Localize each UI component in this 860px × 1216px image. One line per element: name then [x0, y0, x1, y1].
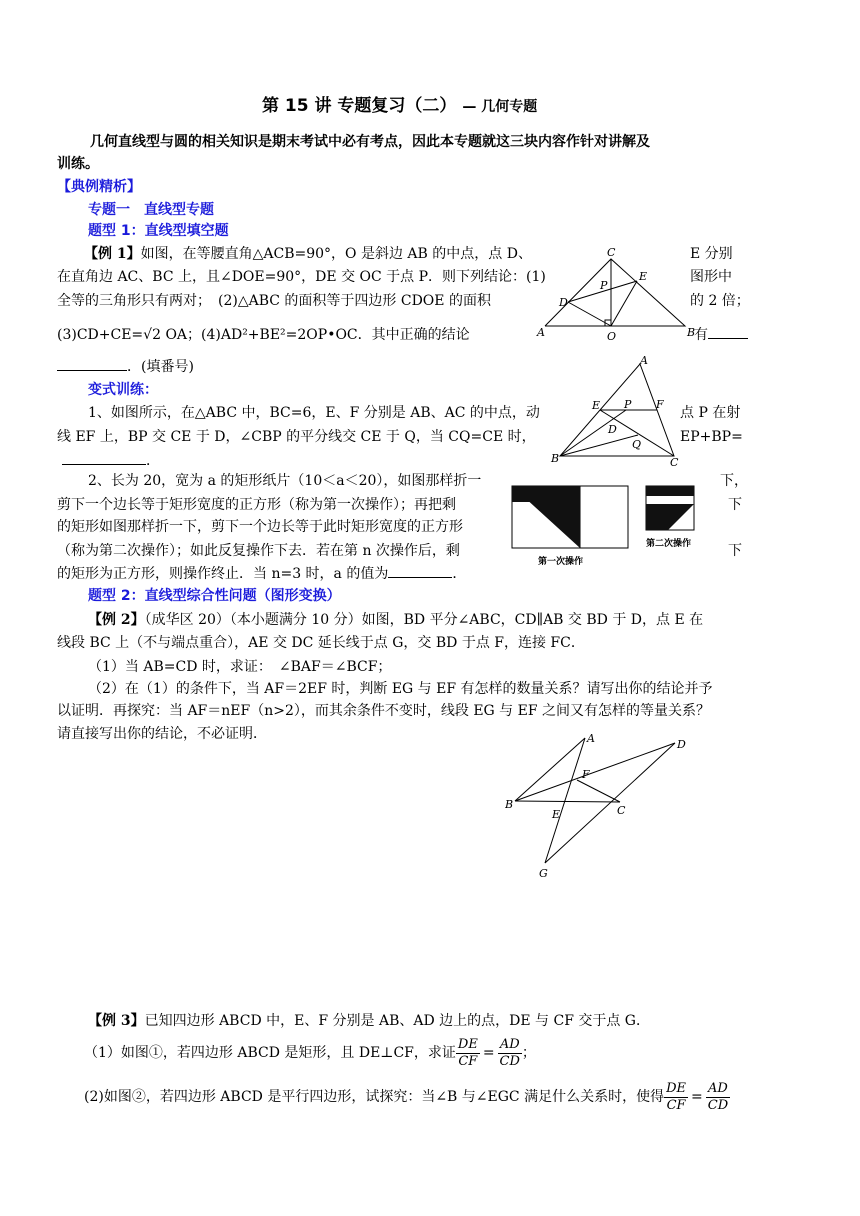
ex3-line-3: (2)如图②，若四边形 ABCD 是平行四边形，试探究：当∠B 与∠EGC 满足什么关系时，使得 $\frac{DE}{CF}$ = $\frac{AD}{CD}$ — [84, 1080, 729, 1113]
page-title — [262, 96, 537, 117]
frac3-num: DE — [666, 1080, 687, 1096]
ex1-line-3-right: 的 2 倍； — [690, 293, 750, 309]
type2-heading: 题型 2：直线型综合性问题（图形变换） — [88, 588, 341, 604]
fig1-label-e: E — [639, 270, 648, 283]
fig2-label-f: F — [656, 398, 664, 411]
title-main: 第 15 讲 专题复习（二） — [262, 96, 457, 116]
v2-line-3: 的矩形如图那样折一下，剪下一个边长等于此时矩形宽度的正方形 — [57, 519, 463, 535]
ex2-line-2: 线段 BC 上（不与端点重合），AE 交 DC 延长线于点 G，交 BD 于点 F，连接 FC． — [57, 635, 585, 651]
fig4-label-a: A — [587, 732, 595, 745]
v1-line-3 — [62, 450, 160, 472]
fig1-label-p: P — [600, 279, 608, 292]
v2-line-4-right: 下 — [728, 543, 742, 559]
fig2-label-p: P — [624, 398, 632, 411]
ex1-line-4: (3)CD+CE=√2 OA；(4)AD²+BE²=2OP•OC．其中正确的结论 — [57, 327, 470, 343]
fraction-de-cf — [456, 1037, 480, 1070]
fraction-ad-cd — [498, 1037, 522, 1070]
v1-line-1: 1、如图所示，在△ABC 中，BC=6，E、F 分别是 AB、AC 的中点，动 — [88, 405, 540, 421]
title-sub: — 几何专题 — [462, 99, 538, 115]
ex1-l5: ．(填番号) — [127, 359, 194, 375]
shaded-band-2 — [646, 486, 694, 496]
frac2-num: AD — [499, 1036, 520, 1052]
frac1-num: DE — [457, 1036, 478, 1052]
frac4-num: AD — [708, 1080, 728, 1096]
segment-bc — [515, 801, 620, 802]
ex2-label: 【例 2】 — [88, 612, 145, 628]
v1-l3: ． — [146, 453, 160, 469]
fig1-label-b: B — [687, 326, 696, 339]
segment-bq — [560, 435, 638, 456]
v2-l5e: ． — [452, 566, 467, 582]
variant-heading: 变式训练： — [88, 382, 158, 398]
fig2-label-a: A — [640, 356, 648, 367]
fig1-label-c: C — [607, 246, 616, 259]
ex2-line-6: 请直接写出你的结论，不必证明． — [57, 726, 267, 742]
fig2-label-q: Q — [632, 438, 642, 451]
frac3-den: CF — [666, 1097, 686, 1113]
intro-line-2: 训练。 — [57, 156, 99, 172]
ex2-line-4: （2）在（1）的条件下，当 AF＝2EF 时，判断 EG 与 EF 有怎样的数量关系？请写出你的结论并予 — [88, 681, 713, 697]
ex2-line-1 — [88, 609, 703, 631]
ex3-line-1 — [88, 1010, 650, 1032]
ex3-l1: 已知四边形 ABCD 中，E、F 分别是 AB、AD 边上的点，DE 与 CF 交于点 G． — [144, 1013, 650, 1029]
v2-line-2: 剪下一个边长等于矩形宽度的正方形（称为第一次操作）；再把剩 — [57, 497, 456, 513]
v2-line-2-right: 下 — [728, 497, 742, 513]
fig3-caption-2: 第二次操作 — [646, 539, 692, 549]
ex1-line-4-right — [694, 324, 748, 346]
v1-line-1-right: 点 P 在射 — [680, 405, 741, 421]
ex1-line-5 — [57, 356, 194, 378]
fig2-label-e: E — [592, 399, 601, 412]
fig2-label-c: C — [670, 456, 679, 468]
frac2-den: CD — [499, 1053, 520, 1069]
ex3-l3: (2)如图②，若四边形 ABCD 是平行四边形，试探究：当∠B 与∠EGC 满足什么关系时，使得 — [84, 1089, 665, 1105]
fig4-label-d: D — [677, 738, 686, 751]
ex2-line-3: （1）当 AB=CD 时，求证： ∠BAF＝∠BCF； — [88, 659, 392, 675]
ex1-label: 【例 1】 — [84, 246, 141, 262]
frac1-den: CF — [458, 1053, 478, 1069]
fig1-label-a: A — [537, 326, 545, 339]
triangle-acb — [545, 259, 685, 326]
fig4-label-c: C — [617, 804, 626, 817]
ex1-line-2: 在直角边 AC、BC 上，且∠DOE=90°，DE 交 OC 于点 P．则下列结论：(1) — [57, 269, 546, 285]
ex3-line-2: （1）如图①，若四边形 ABCD 是矩形，且 DE⊥CF，求证 $\frac{DE}{CF}$ = $\frac{AD}{CD}$ ； — [84, 1036, 536, 1069]
ex2-figure — [505, 728, 705, 883]
v2-line-5 — [57, 563, 466, 585]
fig1-label-o: O — [607, 330, 617, 343]
fig4-label-b: B — [505, 798, 514, 811]
ex3-l2: （1）如图①，若四边形 ABCD 是矩形，且 DE⊥CF，求证 — [84, 1045, 456, 1061]
ex1-l4r: 有 — [694, 327, 708, 343]
fraction-ad-cd-2 — [706, 1081, 730, 1114]
fig2-label-b: B — [551, 452, 560, 465]
v2-l5: 的矩形为正方形，则操作终止．当 n=3 时，a 的值为 — [57, 566, 389, 582]
segment-bd — [515, 743, 675, 801]
v1-figure — [548, 356, 680, 468]
ex3-l2e: ； — [521, 1045, 536, 1061]
ex1-line-1-right: E 分别 — [690, 246, 733, 262]
fig3-caption-1: 第一次操作 — [538, 557, 584, 567]
ex1-figure — [535, 244, 700, 344]
segment-fc — [577, 780, 620, 802]
shaded-region-2 — [646, 504, 694, 530]
v1-line-2-right: EP+BP= — [680, 429, 743, 445]
frac4-den: CD — [707, 1097, 729, 1113]
v1-line-2: 线 EF 上，BP 交 CE 于 D，∠CBP 的平分线交 CE 于 Q，当 CQ=CE 时， — [57, 429, 536, 445]
fig4-label-e: E — [552, 808, 561, 821]
section-heading: 【典例精析】 — [57, 179, 141, 195]
type1-heading: 题型 1：直线型填空题 — [88, 223, 229, 239]
ex1-l1: 如图，在等腰直角△ACB=90°，O 是斜边 AB 的中点，点 D、 — [140, 246, 532, 262]
fig1-label-d: D — [559, 296, 568, 309]
ex1-line-1 — [84, 243, 532, 265]
ex2-line-5: 以证明．再探究：当 AF＝nEF（n>2），而其余条件不变时，线段 EG 与 EF 之间又有怎样的等量关系？ — [57, 703, 711, 719]
ex3-label: 【例 3】 — [88, 1013, 145, 1029]
topic-heading: 专题一 直线型专题 — [88, 202, 214, 218]
fig4-label-f: F — [582, 768, 590, 781]
ex1-line-3: 全等的三角形只有两对； (2)△ABC 的面积等于四边形 CDOE 的面积 — [57, 293, 491, 309]
ex2-l1: （成华区 20）（本小题满分 10 分）如图，BD 平分∠ABC，CD∥AB 交 BD 于 D，点 E 在 — [144, 612, 704, 628]
intro-line-1: 几何直线型与圆的相关知识是期末考试中必有考点，因此本专题就这三块内容作针对讲解及 — [90, 134, 650, 150]
v2-line-4: （称为第二次操作）；如此反复操作下去．若在第 n 次操作后，剩 — [57, 543, 460, 559]
fraction-de-cf-2 — [664, 1081, 688, 1114]
v2-line-1-right: 下， — [720, 473, 748, 489]
ex1-line-2-right: 图形中 — [690, 269, 732, 285]
v2-line-1: 2、长为 20，宽为 a 的矩形纸片（10＜a＜20），如图那样折一 — [88, 473, 482, 489]
v2-figure — [508, 484, 698, 572]
fig4-label-g: G — [539, 867, 548, 880]
shaded-band-1 — [512, 486, 580, 502]
fig2-label-d: D — [608, 423, 617, 436]
